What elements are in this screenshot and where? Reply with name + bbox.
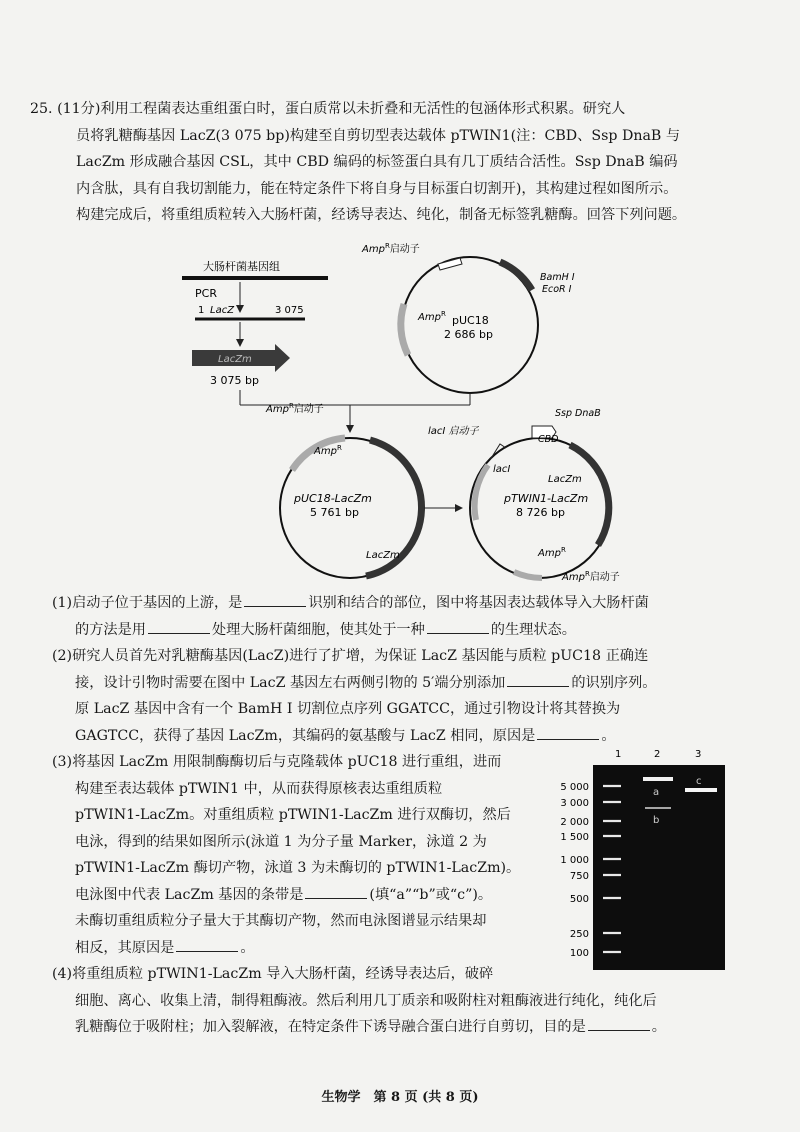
answer-blank[interactable] [148,619,210,634]
stem-line: 25. (11分)利用工程菌表达重组蛋白时，蛋白质常以未折叠和无活性的包涵体形式积累。研究人 [30,101,626,117]
q1-text: 的方法是用 [75,621,146,638]
puc18-promoter: Amp$^R$启动子 [362,242,420,255]
puc18-mcs [500,262,532,290]
answer-blank[interactable] [244,592,306,607]
marker-label: 500 [569,894,589,905]
lacz-start: 1 [198,305,205,316]
answer-blank[interactable] [588,1016,650,1031]
marker-label: 100 [569,948,589,959]
q2-text: 接，设计引物时需要在图中 LacZ 基因左右两侧引物的 5′端分别添加 [75,674,506,691]
q1-text: 的生理状态。 [490,621,576,638]
marker-label: 3 000 [560,798,589,809]
lane-label: 3 [695,749,702,760]
answer-blank[interactable] [507,672,569,687]
marker-label: 1 500 [560,832,589,843]
puc18laczm-laczm: LacZm [366,550,400,561]
q4-text: 。 [651,1019,666,1035]
q3-text: pTWIN1-LacZm。对重组质粒 pTWIN1-LacZm 进行双酶切，然后 [75,807,511,823]
q2-text: 的识别序列。 [571,674,657,691]
q1-text: (1)启动子位于基因的上游，是 [52,595,243,611]
genome-label: 大肠杆菌基因组 [203,260,280,273]
electrophoresis-gel [555,745,725,973]
sub-question-3 [52,749,572,961]
q3-text: 构建至表达载体 pTWIN1 中，从而获得原核表达重组质粒 [75,780,443,797]
sub-question-2 [52,643,787,749]
puc18laczm-name: pUC18-LacZm [294,492,372,505]
q3-text: (填“a”“b”或“c”)。 [369,886,493,903]
lane-label: 2 [654,749,661,760]
q2-text: 。 [601,727,616,744]
ptwin1-amp-promoter: Amp$^R$启动子 [562,570,620,583]
q2-text: GAGTCC，获得了基因 LacZm，其编码的氨基酸与 LacZ 相同，原因是 [75,727,536,744]
marker-label: 750 [569,871,589,882]
puc18-amp-gene [401,304,408,355]
band-c-label: c [696,776,702,787]
q1-text: 识别和结合的部位，图中将基因表达载体导入大肠杆菌 [308,595,649,611]
marker-label: 2 000 [560,817,589,828]
q3-text: 。 [240,939,255,956]
lacz-label: LacZ [210,305,235,316]
puc18-name: pUC18 [452,314,489,327]
q2-text: 原 LacZ 基因中含有一个 BamH Ⅰ 切割位点序列 GGATCC，通过引物设计将其替换为 [75,701,621,717]
ptwin1-name: pTWIN1-LacZm [504,492,589,505]
question-stem [30,96,775,229]
puc18laczm-amp: Amp$^R$ [314,444,342,457]
lane-label: 1 [615,749,622,760]
ptwin1-amp: Amp$^R$ [538,546,566,559]
q4-text: (4)将重组质粒 pTWIN1-LacZm 导入大肠杆菌，经诱导表达后，破碎 [52,966,494,982]
stem-line: 内含肽，具有自我切割能力，能在特定条件下将自身与目标蛋白切割开)，其构建过程如图所示。 [76,180,678,197]
laci-promoter: lacⅠ 启动子 [428,426,479,437]
q2-text: (2)研究人员首先对乳糖酶基因(LacZ)进行了扩增，为保证 LacZ 基因能与质粒 pUC18 正确连 [52,648,649,664]
marker-label: 5 000 [560,782,589,793]
puc18laczm-size: 5 761 bp [310,506,359,519]
lacz-end: 3 075 [275,305,304,316]
sub-question-1 [52,590,787,643]
answer-blank[interactable] [427,619,489,634]
sub-question-4 [52,961,787,1041]
ptwin1-laczm-label: LacZm [548,474,582,485]
q3-text: 电泳，得到的结果如图所示(泳道 1 为分子量 Marker，泳道 2 为 [75,833,487,850]
ecori-label: EcoR Ⅰ [542,284,572,295]
bamhi-label: BamH Ⅰ [540,272,575,283]
q3-text: (3)将基因 LacZm 用限制酶酶切后与克隆载体 pUC18 进行重组，进而 [52,754,502,770]
answer-blank[interactable] [305,884,367,899]
laczm-size: 3 075 bp [210,374,259,387]
laczm-arrow-label: LacZm [218,354,252,365]
band-a-label: a [653,787,660,798]
laci-label: lacⅠ [493,464,511,475]
ssp-label: Ssp DnaB [555,408,601,419]
puc18-size: 2 686 bp [444,328,493,341]
q3-text: pTWIN1-LacZm 酶切产物，泳道 3 为未酶切的 pTWIN1-LacZm)。 [75,860,521,876]
puc18laczm-promoter: Amp$^R$启动子 [266,402,324,415]
q4-text: 乳糖酶位于吸附柱；加入裂解液，在特定条件下诱导融合蛋白进行自剪切，目的是 [75,1019,586,1035]
answer-blank[interactable] [176,937,238,952]
page-footer: 生物学 第 8 页 (共 8 页) [321,1090,479,1105]
puc18-amp: Amp$^R$ [418,310,446,323]
stem-line: LacZm 形成融合基因 CSL，其中 CBD 编码的标签蛋白具有几丁质结合活性。Ssp DnaB 编码 [76,154,678,170]
stem-line: 构建完成后，将重组质粒转入大肠杆菌，经诱导表达、纯化，制备无标签乳糖酶。回答下列问题。 [76,207,687,223]
q4-text: 细胞、离心、收集上清，制得粗酶液。然后利用几丁质亲和吸附柱对粗酶液进行纯化，纯化后 [75,992,657,1009]
band-b-label: b [653,815,660,826]
cbd-label: CBD [538,434,559,445]
answer-blank[interactable] [537,725,599,740]
stem-line: 员将乳糖酶基因 LacZ(3 075 bp)构建至自剪切型表达载体 pTWIN1(注：CBD、Ssp DnaB 与 [76,127,681,144]
q3-text: 电泳图中代表 LacZm 基因的条带是 [75,886,304,903]
ptwin1-size: 8 726 bp [516,506,565,519]
marker-label: 250 [569,929,589,940]
marker-label: 1 000 [560,855,589,866]
pcr-label: PCR [195,287,217,300]
construction-diagram [170,240,650,585]
q1-text: 处理大肠杆菌细胞，使其处于一种 [211,621,425,638]
q3-text: 相反，其原因是 [75,939,175,956]
q3-text: 未酶切重组质粒分子量大于其酶切产物，然而电泳图谱显示结果却 [75,913,487,929]
